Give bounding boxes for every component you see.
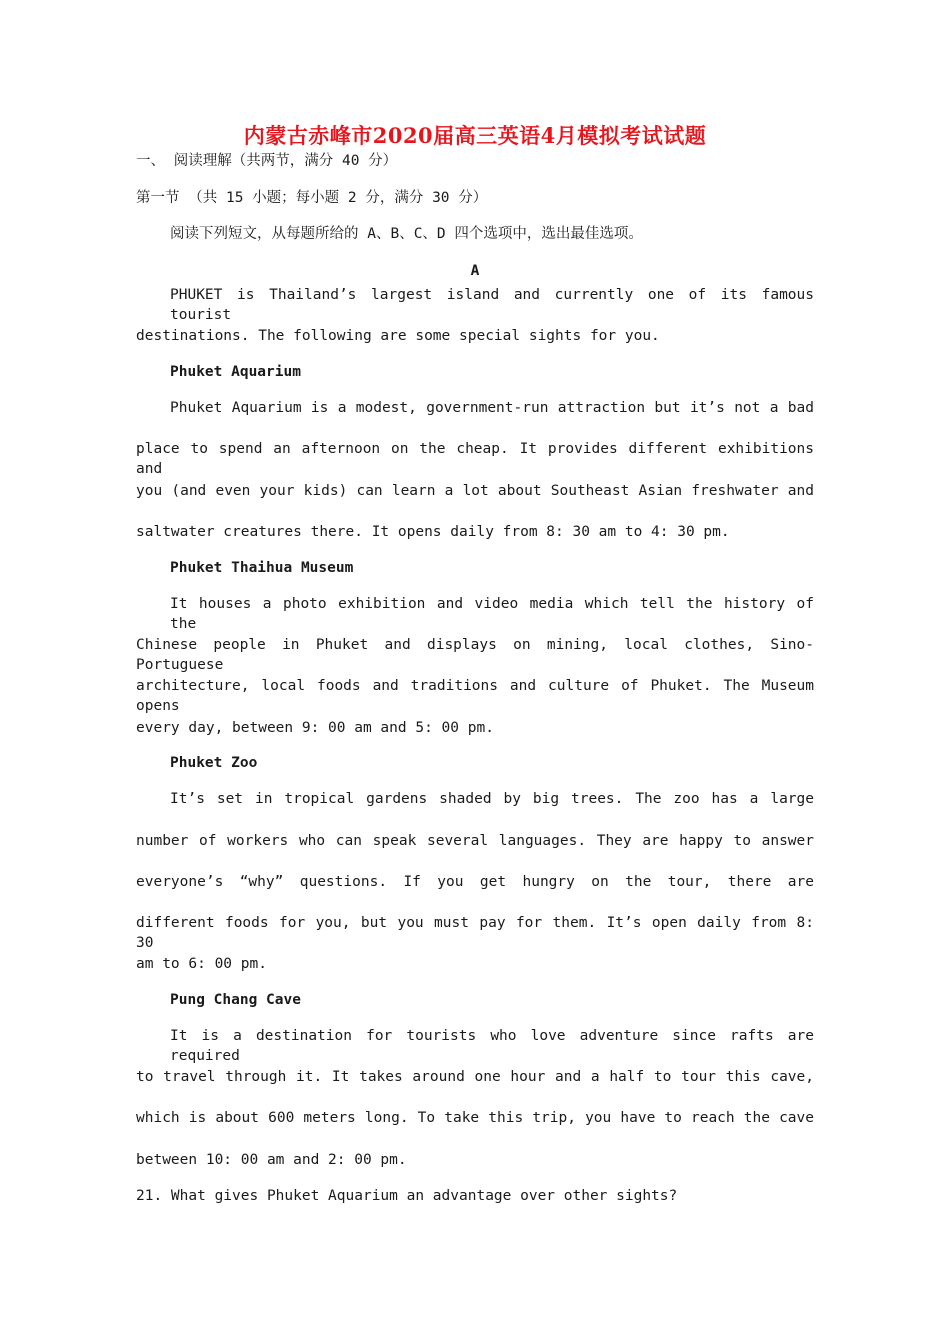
intro-line: PHUKET is Thailand’s largest island and currently one of its famous tourist bbox=[170, 287, 814, 323]
document-title: 内蒙古赤峰市2020届高三英语4月模拟考试试题 bbox=[243, 123, 707, 148]
question-21: 21. What gives Phuket Aquarium an advantage over other sights? bbox=[136, 1188, 678, 1204]
paragraph-line: It houses a photo exhibition and video media which tell the history of the bbox=[170, 596, 814, 632]
paragraph-line: between 10: 00 am and 2: 00 pm. bbox=[136, 1152, 407, 1168]
section-heading-cave: Pung Chang Cave bbox=[170, 992, 301, 1008]
instructions: 阅读下列短文，从每题所给的 A、B、C、D 四个选项中，选出最佳选项。 bbox=[170, 226, 643, 242]
section-heading-museum: Phuket Thaihua Museum bbox=[170, 560, 354, 576]
paragraph-line: different foods for you, but you must pay for them. It’s open daily from 8: 30 bbox=[136, 915, 814, 951]
paragraph-line: saltwater creatures there. It opens daily from 8: 30 am to 4: 30 pm. bbox=[136, 524, 730, 540]
paragraph-line: architecture, local foods and traditions and culture of Phuket. The Museum opens bbox=[136, 678, 814, 714]
paragraph-line: everyone’s “why” questions. If you get hungry on the tour, there are bbox=[136, 874, 814, 890]
paragraph-line: every day, between 9: 00 am and 5: 00 pm. bbox=[136, 720, 494, 736]
section-heading: 第一节 （共 15 小题；每小题 2 分，满分 30 分） bbox=[136, 190, 488, 206]
paragraph-line: Chinese people in Phuket and displays on mining, local clothes, Sino-Portuguese bbox=[136, 637, 814, 673]
passage-label: A bbox=[470, 263, 480, 279]
intro-line: destinations. The following are some special sights for you. bbox=[136, 328, 660, 344]
section-heading-aquarium: Phuket Aquarium bbox=[170, 364, 301, 380]
part-heading: 一、 阅读理解（共两节，满分 40 分） bbox=[136, 153, 398, 169]
paragraph-line: you (and even your kids) can learn a lot about Southeast Asian freshwater and bbox=[136, 483, 814, 499]
paragraph-line: am to 6: 00 pm. bbox=[136, 956, 267, 972]
paragraph-line: to travel through it. It takes around one hour and a half to tour this cave, bbox=[136, 1069, 814, 1085]
section-heading-zoo: Phuket Zoo bbox=[170, 755, 258, 771]
paragraph-line: which is about 600 meters long. To take this trip, you have to reach the cave bbox=[136, 1110, 814, 1126]
paragraph-line: number of workers who can speak several languages. They are happy to answer bbox=[136, 833, 814, 849]
paragraph-line: Phuket Aquarium is a modest, government-run attraction but it’s not a bad bbox=[170, 400, 814, 416]
paragraph-line: place to spend an afternoon on the cheap. It provides different exhibitions and bbox=[136, 441, 814, 477]
paragraph-line: It’s set in tropical gardens shaded by big trees. The zoo has a large bbox=[170, 791, 814, 807]
paragraph-line: It is a destination for tourists who love adventure since rafts are required bbox=[170, 1028, 814, 1064]
